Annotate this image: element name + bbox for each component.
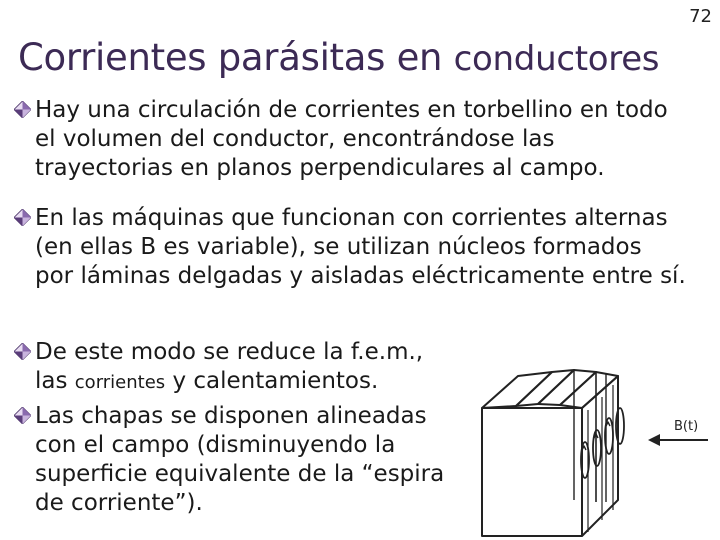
laminated-core-figure [468, 350, 713, 540]
bullet-item [14, 96, 668, 183]
bullet-text-small: corrientes [74, 372, 166, 393]
bullet-text: Hay una circulación de corrientes en torbellino en todo [35, 97, 668, 123]
bullet-text: De este modo se reduce la f.e.m., [35, 339, 424, 365]
bullet-item [14, 402, 444, 518]
slide-title [18, 36, 659, 79]
bullet-text: trayectorias en planos perpendiculares al campo. [35, 155, 605, 181]
bullet-text: el volumen del conductor, encontrándose las [35, 126, 555, 152]
page-number: 72 [689, 6, 712, 27]
bullet-text: de corriente”). [35, 490, 203, 516]
bullet-text: y calentamientos. [165, 368, 379, 394]
bullet-text: superficie equivalente de la “espira [35, 461, 445, 487]
field-arrow [648, 434, 708, 446]
diamond-bullet-icon [14, 407, 31, 424]
bullet-text: En las máquinas que funcionan con corrientes alternas [35, 205, 668, 231]
bullet-item [14, 204, 686, 291]
bullet-text: las [35, 368, 75, 394]
diamond-bullet-icon [14, 209, 31, 226]
field-label: B(t) [674, 419, 699, 434]
laminated-core-drawing [482, 370, 624, 536]
bullet-text: Las chapas se disponen alineadas [35, 403, 427, 429]
diamond-bullet-icon [14, 343, 31, 360]
bullet-item [14, 338, 423, 397]
bullet-text: por láminas delgadas y aisladas eléctricamente entre sí. [35, 263, 686, 289]
diamond-bullet-icon [14, 101, 31, 118]
bullet-text: con el campo (disminuyendo la [35, 432, 396, 458]
title-part-1: Corrientes parásitas en [18, 36, 443, 79]
bullet-text: (en ellas B es variable), se utilizan núcleos formados [35, 234, 642, 260]
title-part-2: conductores [453, 39, 660, 79]
